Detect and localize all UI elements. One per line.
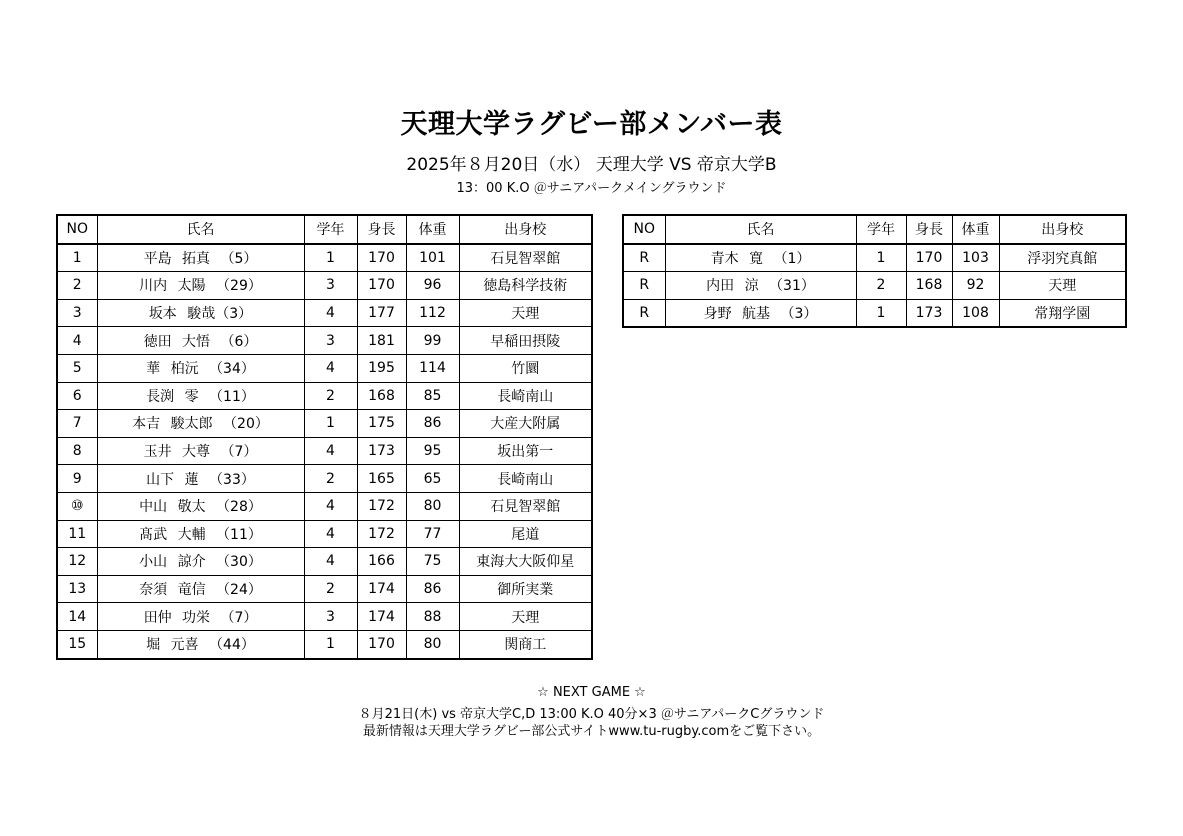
- player-school: 長崎南山: [459, 465, 592, 493]
- player-no: 9: [57, 465, 97, 493]
- table-row: [57, 520, 592, 548]
- player-school: 尾道: [459, 520, 592, 548]
- player-weight: 86: [406, 410, 459, 438]
- table-row: [57, 410, 592, 438]
- player-grade: 1: [304, 244, 357, 272]
- player-height: 165: [357, 465, 406, 493]
- player-school: 石見智翠館: [459, 244, 592, 272]
- player-weight: 95: [406, 437, 459, 465]
- player-weight: 65: [406, 465, 459, 493]
- player-no: 3: [57, 299, 97, 327]
- player-grade: 3: [304, 327, 357, 355]
- player-name: 髙武 大輔 （11）: [97, 520, 304, 548]
- column-header-weight: 体重: [952, 215, 999, 244]
- player-school: 徳島科学技術: [459, 272, 592, 300]
- player-weight: 86: [406, 575, 459, 603]
- table-header-row: [623, 215, 1126, 244]
- player-height: 168: [357, 382, 406, 410]
- player-weight: 77: [406, 520, 459, 548]
- player-weight: 103: [952, 244, 999, 272]
- player-no: 5: [57, 354, 97, 382]
- player-no: 14: [57, 603, 97, 631]
- player-name: 田仲 功栄 （7）: [97, 603, 304, 631]
- player-school: 天理: [999, 272, 1126, 300]
- player-height: 172: [357, 520, 406, 548]
- player-grade: 3: [304, 272, 357, 300]
- player-school: 長崎南山: [459, 382, 592, 410]
- column-header-weight: 体重: [406, 215, 459, 244]
- table-row: [623, 244, 1126, 272]
- player-grade: 2: [304, 575, 357, 603]
- player-school: 御所実業: [459, 575, 592, 603]
- table-row: [57, 630, 592, 658]
- player-name: 本吉 駿太郎 （20）: [97, 410, 304, 438]
- table-row: [57, 299, 592, 327]
- table-row: [623, 299, 1126, 327]
- player-height: 174: [357, 603, 406, 631]
- table-row: [57, 272, 592, 300]
- player-grade: 3: [304, 603, 357, 631]
- player-name: 中山 敬太 （28）: [97, 492, 304, 520]
- player-weight: 80: [406, 630, 459, 658]
- column-header-name: 氏名: [665, 215, 856, 244]
- column-header-school: 出身校: [459, 215, 592, 244]
- next-game-detail: ８月21日(木) vs 帝京大学C,D 13:00 K.O 40分×3 ＠サニアパークCグラウンド: [358, 707, 825, 722]
- player-name: 身野 航基 （3）: [665, 299, 856, 327]
- player-height: 172: [357, 492, 406, 520]
- column-header-no: NO: [623, 215, 665, 244]
- player-grade: 4: [304, 299, 357, 327]
- column-header-name: 氏名: [97, 215, 304, 244]
- player-no: 15: [57, 630, 97, 658]
- next-game-label: ☆ NEXT GAME ☆: [537, 685, 646, 700]
- player-name: 内田 涼 （31）: [665, 272, 856, 300]
- column-header-height: 身長: [357, 215, 406, 244]
- player-grade: 4: [304, 548, 357, 576]
- player-grade: 4: [304, 520, 357, 548]
- player-no: 13: [57, 575, 97, 603]
- player-name: 坂本 駿哉（3）: [97, 299, 304, 327]
- player-weight: 96: [406, 272, 459, 300]
- table-row: [57, 465, 592, 493]
- player-grade: 2: [304, 382, 357, 410]
- table-row: [57, 603, 592, 631]
- player-grade: 4: [304, 437, 357, 465]
- player-name: 堀 元喜 （44）: [97, 630, 304, 658]
- player-no: 8: [57, 437, 97, 465]
- player-name: 長渕 零 （11）: [97, 382, 304, 410]
- player-grade: 1: [856, 244, 906, 272]
- player-school: 早稲田摂陵: [459, 327, 592, 355]
- player-height: 170: [906, 244, 952, 272]
- column-header-height: 身長: [906, 215, 952, 244]
- table-row: [57, 437, 592, 465]
- table-row: [57, 382, 592, 410]
- player-school: 天理: [459, 603, 592, 631]
- page-title: 天理大学ラグビー部メンバー表: [400, 109, 783, 140]
- player-weight: 114: [406, 354, 459, 382]
- player-school: 天理: [459, 299, 592, 327]
- player-height: 170: [357, 244, 406, 272]
- player-no: 7: [57, 410, 97, 438]
- player-school: 東海大大阪仰星: [459, 548, 592, 576]
- player-height: 170: [357, 272, 406, 300]
- player-name: 徳田 大悟 （6）: [97, 327, 304, 355]
- player-school: 関商工: [459, 630, 592, 658]
- official-site-info: 最新情報は天理大学ラグビー部公式サイトwww.tu-rugby.comをご覧下さい。: [362, 724, 821, 739]
- player-weight: 101: [406, 244, 459, 272]
- table-row: [57, 548, 592, 576]
- table-row: [623, 272, 1126, 300]
- player-weight: 108: [952, 299, 999, 327]
- player-name: 川内 太陽 （29）: [97, 272, 304, 300]
- player-name: 山下 蓮 （33）: [97, 465, 304, 493]
- player-grade: 4: [304, 354, 357, 382]
- table-header-row: [57, 215, 592, 244]
- player-weight: 75: [406, 548, 459, 576]
- player-height: 175: [357, 410, 406, 438]
- table-row: [57, 492, 592, 520]
- player-weight: 85: [406, 382, 459, 410]
- table-row: [57, 327, 592, 355]
- column-header-school: 出身校: [999, 215, 1126, 244]
- player-school: 常翔学園: [999, 299, 1126, 327]
- player-height: 166: [357, 548, 406, 576]
- player-height: 195: [357, 354, 406, 382]
- player-name: 華 柏沅 （34）: [97, 354, 304, 382]
- player-weight: 88: [406, 603, 459, 631]
- player-no: 11: [57, 520, 97, 548]
- column-header-no: NO: [57, 215, 97, 244]
- player-height: 173: [906, 299, 952, 327]
- table-row: [57, 575, 592, 603]
- player-grade: 4: [304, 492, 357, 520]
- player-grade: 1: [304, 630, 357, 658]
- player-grade: 1: [304, 410, 357, 438]
- player-no: 1: [57, 244, 97, 272]
- player-weight: 112: [406, 299, 459, 327]
- player-no: 6: [57, 382, 97, 410]
- column-header-grade: 学年: [304, 215, 357, 244]
- player-school: 竹圜: [459, 354, 592, 382]
- player-height: 174: [357, 575, 406, 603]
- player-no: R: [623, 272, 665, 300]
- player-grade: 2: [304, 465, 357, 493]
- player-school: 坂出第一: [459, 437, 592, 465]
- player-name: 平島 拓真 （5）: [97, 244, 304, 272]
- player-name: 玉井 大尊 （7）: [97, 437, 304, 465]
- player-no: R: [623, 244, 665, 272]
- player-height: 170: [357, 630, 406, 658]
- table-row: [57, 244, 592, 272]
- player-height: 173: [357, 437, 406, 465]
- player-no: 4: [57, 327, 97, 355]
- player-school: 浮羽究真館: [999, 244, 1126, 272]
- player-grade: 1: [856, 299, 906, 327]
- player-height: 181: [357, 327, 406, 355]
- player-weight: 99: [406, 327, 459, 355]
- player-no: 2: [57, 272, 97, 300]
- reserve-members-table: [622, 214, 1127, 328]
- player-school: 石見智翠館: [459, 492, 592, 520]
- player-weight: 80: [406, 492, 459, 520]
- player-name: 奈須 竜信 （24）: [97, 575, 304, 603]
- column-header-grade: 学年: [856, 215, 906, 244]
- player-name: 青木 寛 （1）: [665, 244, 856, 272]
- player-no: ⑩: [57, 492, 97, 520]
- player-school: 大産大附属: [459, 410, 592, 438]
- player-grade: 2: [856, 272, 906, 300]
- starting-members-table: [56, 214, 593, 660]
- player-no: 12: [57, 548, 97, 576]
- player-no: R: [623, 299, 665, 327]
- kickoff-info: 13：00 K.O ＠サニアパークメイングラウンド: [456, 181, 727, 196]
- table-row: [57, 354, 592, 382]
- player-weight: 92: [952, 272, 999, 300]
- match-info: 2025年８月20日（水） 天理大学 VS 帝京大学B: [406, 155, 777, 175]
- player-name: 小山 諒介 （30）: [97, 548, 304, 576]
- player-height: 177: [357, 299, 406, 327]
- player-height: 168: [906, 272, 952, 300]
